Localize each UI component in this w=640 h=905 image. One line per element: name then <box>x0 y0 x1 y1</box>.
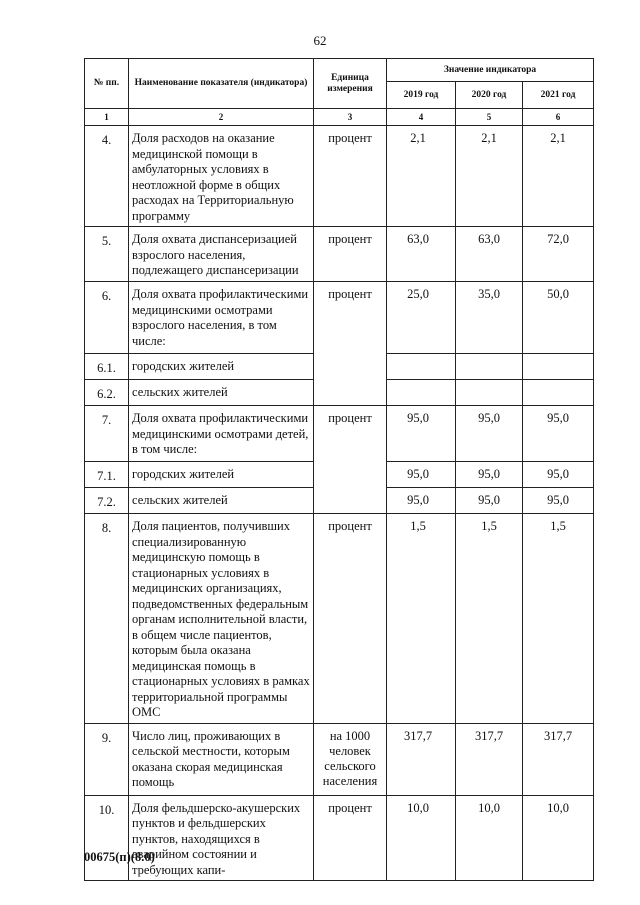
indicator-name: Доля охвата профилактическими медицинскими осмотрами детей, в том числе: <box>129 406 314 462</box>
table-row <box>85 795 594 881</box>
unit-cell: на 1000 человек сельского населения <box>314 723 387 795</box>
header-values: Значение индикатора <box>387 59 594 82</box>
row-number: 4. <box>85 126 129 227</box>
indicator-name: сельских жителей <box>129 380 314 406</box>
value-2021: 72,0 <box>523 227 594 282</box>
value-2020: 10,0 <box>456 795 523 881</box>
indicator-name: Доля охвата диспансеризацией взрослого населения, подлежащего диспансеризации <box>129 227 314 282</box>
value-2019 <box>387 380 456 406</box>
value-2021: 1,5 <box>523 514 594 724</box>
column-number: 4 <box>387 109 456 126</box>
value-2019: 317,7 <box>387 723 456 795</box>
column-number: 1 <box>85 109 129 126</box>
value-2020 <box>456 354 523 380</box>
row-number: 10. <box>85 795 129 881</box>
value-2019: 25,0 <box>387 282 456 354</box>
indicator-name: Доля расходов на оказание медицинской помощи в амбулаторных условиях в неотложной форме в общих расходах на Территориальную программу <box>129 126 314 227</box>
column-number: 3 <box>314 109 387 126</box>
column-number: 2 <box>129 109 314 126</box>
column-number: 5 <box>456 109 523 126</box>
value-2021: 95,0 <box>523 462 594 488</box>
unit-cell: процент <box>314 795 387 881</box>
header-year-2020: 2020 год <box>456 82 523 109</box>
document-code: 00675(п)(8.0) <box>84 850 155 864</box>
value-2020: 63,0 <box>456 227 523 282</box>
value-2021: 317,7 <box>523 723 594 795</box>
table-row <box>85 514 594 724</box>
value-2020 <box>456 380 523 406</box>
column-number: 6 <box>523 109 594 126</box>
value-2020: 35,0 <box>456 282 523 354</box>
unit-cell: процент <box>314 227 387 282</box>
row-number: 6. <box>85 282 129 354</box>
table-row <box>85 406 594 462</box>
value-2020: 95,0 <box>456 406 523 462</box>
row-number: 7. <box>85 406 129 462</box>
table-row <box>85 723 594 795</box>
row-number: 9. <box>85 723 129 795</box>
row-number: 6.2. <box>85 380 129 406</box>
indicator-name: Доля фельдшерско-акушерских пунктов и фельдшерских пунктов, находящихся в аварийном состоянии и требующих капи- <box>129 795 314 881</box>
row-number: 8. <box>85 514 129 724</box>
value-2020: 317,7 <box>456 723 523 795</box>
value-2020: 1,5 <box>456 514 523 724</box>
indicator-table <box>84 58 594 881</box>
value-2020: 95,0 <box>456 462 523 488</box>
indicator-name: Доля охвата профилактическими медицинскими осмотрами взрослого населения, в том числе: <box>129 282 314 354</box>
value-2021: 95,0 <box>523 488 594 514</box>
unit-cell: процент <box>314 406 387 514</box>
value-2021 <box>523 354 594 380</box>
indicator-name: Доля пациентов, получивших специализированную медицинскую помощь в стационарных условиях в медицинских организациях, подведомственных федеральным органам исполнительной власти, в общем числе пациентов, которым была оказана медицинская помощь в стационарных условиях в рамках территориальной программы ОМС <box>129 514 314 724</box>
header-num: № пп. <box>85 59 129 109</box>
header-unit: Единица измерения <box>314 59 387 109</box>
indicator-name: городских жителей <box>129 462 314 488</box>
row-number: 5. <box>85 227 129 282</box>
value-2020: 2,1 <box>456 126 523 227</box>
indicator-name: сельских жителей <box>129 488 314 514</box>
column-numbering-row <box>85 109 594 126</box>
indicator-name: городских жителей <box>129 354 314 380</box>
header-name: Наименование показателя (индикатора) <box>129 59 314 109</box>
value-2019 <box>387 354 456 380</box>
value-2019: 95,0 <box>387 488 456 514</box>
value-2019: 95,0 <box>387 462 456 488</box>
row-number: 7.1. <box>85 462 129 488</box>
value-2019: 10,0 <box>387 795 456 881</box>
value-2019: 63,0 <box>387 227 456 282</box>
unit-cell: процент <box>314 126 387 227</box>
value-2021: 95,0 <box>523 406 594 462</box>
table-row <box>85 227 594 282</box>
value-2019: 95,0 <box>387 406 456 462</box>
value-2021: 10,0 <box>523 795 594 881</box>
header-year-2019: 2019 год <box>387 82 456 109</box>
table-row <box>85 282 594 354</box>
indicator-name: Число лиц, проживающих в сельской местности, которым оказана скорая медицинская помощь <box>129 723 314 795</box>
table-row <box>85 126 594 227</box>
header-year-2021: 2021 год <box>523 82 594 109</box>
page-number: 62 <box>313 33 327 48</box>
value-2019: 2,1 <box>387 126 456 227</box>
value-2019: 1,5 <box>387 514 456 724</box>
value-2020: 95,0 <box>456 488 523 514</box>
row-number: 7.2. <box>85 488 129 514</box>
row-number: 6.1. <box>85 354 129 380</box>
value-2021: 2,1 <box>523 126 594 227</box>
value-2021: 50,0 <box>523 282 594 354</box>
unit-cell: процент <box>314 514 387 724</box>
unit-cell: процент <box>314 282 387 406</box>
value-2021 <box>523 380 594 406</box>
